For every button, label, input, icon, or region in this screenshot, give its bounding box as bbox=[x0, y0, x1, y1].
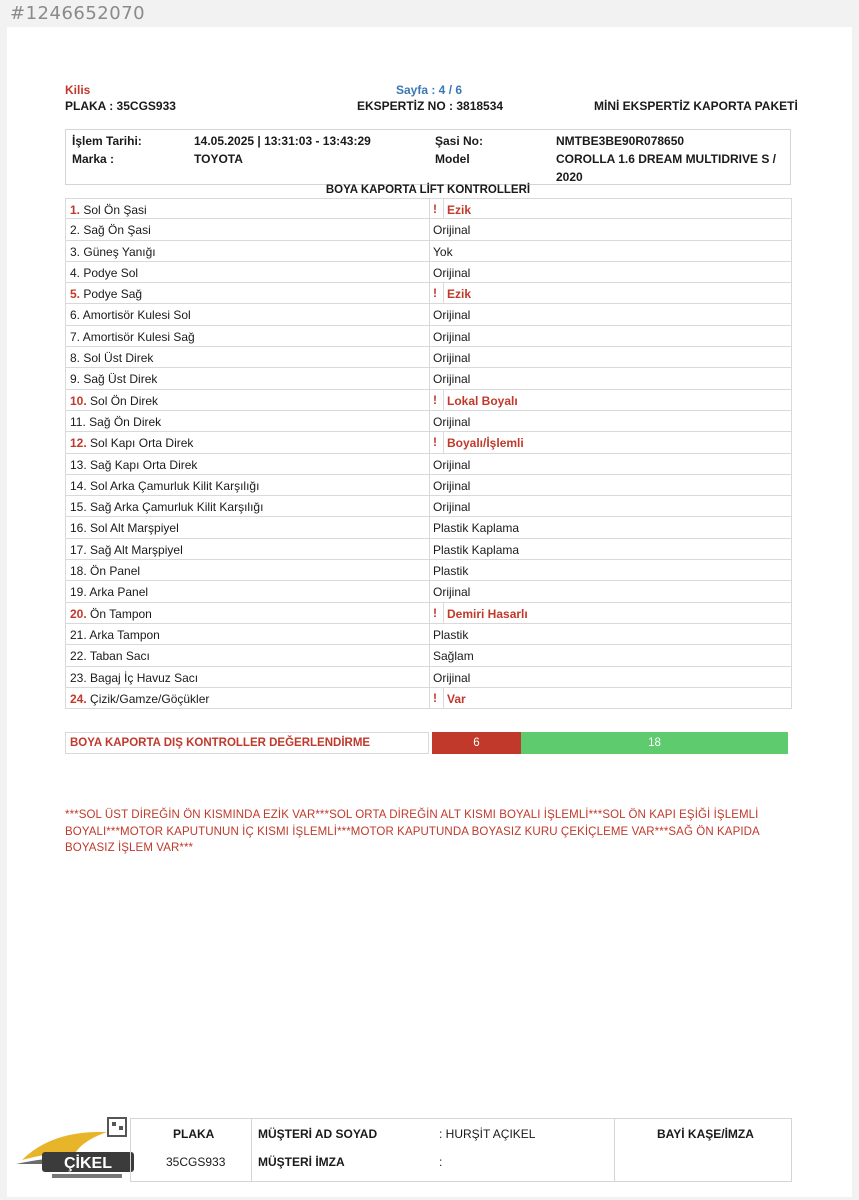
check-label bbox=[70, 607, 152, 621]
check-label bbox=[70, 521, 179, 535]
image-watermark: #1246652070 bbox=[10, 3, 146, 24]
check-number: 11. bbox=[70, 414, 86, 429]
check-value: Orijinal bbox=[433, 670, 471, 685]
check-value: Plastik Kaplama bbox=[433, 542, 520, 557]
check-label bbox=[70, 479, 259, 493]
check-value: Plastik bbox=[433, 627, 469, 642]
check-row bbox=[65, 347, 792, 368]
column-divider bbox=[429, 603, 430, 623]
check-number: 19. bbox=[70, 585, 87, 600]
check-value: Orijinal bbox=[433, 351, 471, 366]
dealer-stamp-label: BAYİ KAŞE/İMZA bbox=[657, 1127, 754, 1141]
check-number: 4. bbox=[70, 265, 81, 280]
column-divider bbox=[443, 283, 444, 303]
logo-text: ÇİKEL bbox=[64, 1155, 112, 1172]
check-name: Amortisör Kulesi Sol bbox=[82, 308, 191, 323]
check-label bbox=[70, 203, 147, 217]
column-divider bbox=[429, 411, 430, 431]
page-indicator: Sayfa : 4 / 6 bbox=[396, 83, 463, 97]
customer-name-value: : HURŞİT AÇIKEL bbox=[439, 1127, 536, 1141]
check-number: 21. bbox=[70, 627, 87, 642]
check-label bbox=[70, 436, 193, 450]
check-name: Arka Tampon bbox=[89, 627, 160, 642]
column-divider bbox=[429, 241, 430, 261]
evaluation-label: BOYA KAPORTA DIŞ KONTROLLER DEĞERLENDİRME bbox=[70, 737, 371, 749]
check-value: Orijinal bbox=[433, 265, 471, 280]
check-row bbox=[65, 411, 792, 432]
check-row bbox=[65, 454, 792, 475]
check-label bbox=[70, 394, 158, 408]
check-label bbox=[70, 671, 198, 685]
check-name: Ön Panel bbox=[90, 564, 141, 579]
check-label bbox=[70, 330, 195, 344]
check-value: Orijinal bbox=[433, 329, 471, 344]
check-row bbox=[65, 304, 792, 325]
check-row bbox=[65, 581, 792, 602]
check-name: Sağ Üst Direk bbox=[83, 372, 158, 387]
column-divider bbox=[429, 475, 430, 495]
model-year: 2020 bbox=[556, 170, 583, 184]
evaluation-bad-segment: 6 bbox=[432, 732, 521, 754]
check-label bbox=[70, 223, 151, 237]
check-label bbox=[70, 628, 160, 642]
check-name: Ön Tampon bbox=[90, 606, 152, 621]
check-value: Orijinal bbox=[433, 457, 471, 472]
evaluation-bar bbox=[432, 732, 788, 754]
check-number: 10. bbox=[70, 393, 87, 408]
check-name: Sağ Alt Marşpiyel bbox=[90, 542, 183, 557]
check-row bbox=[65, 517, 792, 538]
check-name: Podye Sağ bbox=[83, 287, 143, 302]
check-name: Sol Ön Şasi bbox=[83, 203, 147, 217]
check-row bbox=[65, 539, 792, 560]
check-name: Arka Panel bbox=[89, 585, 149, 600]
date-label: İşlem Tarihi: bbox=[72, 134, 142, 148]
column-divider bbox=[429, 454, 430, 474]
column-divider bbox=[443, 688, 444, 708]
check-number: 15. bbox=[70, 500, 87, 515]
check-name: Güneş Yanığı bbox=[83, 244, 156, 259]
check-label bbox=[70, 458, 197, 472]
inspection-notes: ***SOL ÜST DİREĞİN ÖN KISMINDA EZİK VAR***SOL ORTA DİREĞİN ALT KISMI BOYALI İŞLEMLİ***SOL ÖN KAPI EŞİĞİ İŞLEMLİ BOYALI***MOTOR KAPUTUNUN İÇ KISMI İŞLEMLİ***MOTOR KAPUTUNDA BOYASIZ KURU ÇEKİÇLEME VAR***SAĞ ÖN KAPIDA BOYASIZ İŞLEM VAR*** bbox=[65, 809, 760, 854]
check-number: 12. bbox=[70, 436, 87, 451]
checks-table bbox=[65, 198, 792, 709]
check-value: Plastik Kaplama bbox=[433, 521, 520, 536]
warning-icon: ! bbox=[433, 690, 437, 705]
warning-icon: ! bbox=[433, 202, 437, 216]
check-name: Sağ Arka Çamurluk Kilit Karşılığı bbox=[90, 500, 264, 515]
column-divider bbox=[443, 390, 444, 410]
chassis-value: NMTBE3BE90R078650 bbox=[556, 134, 685, 148]
check-row bbox=[65, 475, 792, 496]
section-title: BOYA KAPORTA LİFT KONTROLLERİ bbox=[325, 184, 531, 196]
column-divider bbox=[429, 667, 430, 687]
check-row bbox=[65, 496, 792, 517]
brand-label: Marka : bbox=[72, 152, 115, 166]
check-row bbox=[65, 283, 792, 304]
column-divider bbox=[429, 262, 430, 282]
check-number: 20. bbox=[70, 606, 87, 621]
check-value: Boyalı/İşlemli bbox=[447, 436, 524, 451]
brand-value: TOYOTA bbox=[194, 152, 243, 166]
column-divider bbox=[429, 432, 430, 452]
check-number: 5. bbox=[70, 287, 81, 302]
check-name: Sol Ön Direk bbox=[90, 393, 159, 408]
package-name: MİNİ EKSPERTİZ KAPORTA PAKETİ bbox=[594, 99, 798, 113]
warning-icon: ! bbox=[433, 392, 437, 407]
check-value: Plastik bbox=[433, 564, 469, 579]
check-name: Sol Alt Marşpiyel bbox=[90, 521, 179, 536]
check-row bbox=[65, 603, 792, 624]
check-name: Sol Kapı Orta Direk bbox=[90, 436, 194, 451]
check-label bbox=[70, 500, 263, 514]
check-row bbox=[65, 219, 792, 240]
column-divider bbox=[429, 219, 430, 239]
footer-plate-label: PLAKA bbox=[173, 1127, 215, 1141]
check-row bbox=[65, 432, 792, 453]
date-value: 14.05.2025 | 13:31:03 - 13:43:29 bbox=[194, 134, 371, 148]
check-value: Orijinal bbox=[433, 223, 471, 238]
check-number: 14. bbox=[70, 478, 87, 493]
check-value: Demiri Hasarlı bbox=[447, 606, 528, 621]
check-row bbox=[65, 368, 792, 389]
check-name: Sağ Kapı Orta Direk bbox=[90, 457, 198, 472]
column-divider bbox=[429, 581, 430, 601]
check-number: 13. bbox=[70, 457, 87, 472]
check-label bbox=[70, 543, 183, 557]
check-name: Çizik/Gamze/Göçükler bbox=[90, 691, 210, 706]
check-label bbox=[70, 308, 191, 322]
check-label bbox=[70, 692, 209, 706]
check-row bbox=[65, 390, 792, 411]
warning-icon: ! bbox=[433, 286, 437, 301]
check-name: Bagaj İç Havuz Sacı bbox=[90, 670, 199, 685]
check-value: Var bbox=[447, 691, 466, 706]
check-value: Orijinal bbox=[433, 414, 471, 429]
check-label bbox=[70, 649, 150, 663]
check-number: 8. bbox=[70, 351, 81, 366]
footer-divider bbox=[251, 1119, 252, 1181]
column-divider bbox=[429, 624, 430, 644]
plate-header: PLAKA : 35CGS933 bbox=[65, 99, 176, 113]
customer-name-label: MÜŞTERİ AD SOYAD bbox=[258, 1127, 378, 1141]
check-label bbox=[70, 564, 140, 578]
check-number: 18. bbox=[70, 564, 87, 579]
column-divider bbox=[429, 368, 430, 388]
evaluation-label-box bbox=[65, 732, 429, 754]
footer-plate-value: 35CGS933 bbox=[166, 1155, 226, 1169]
check-row bbox=[65, 326, 792, 347]
check-row bbox=[65, 198, 792, 219]
check-number: 17. bbox=[70, 542, 87, 557]
check-value: Sağlam bbox=[433, 649, 474, 664]
column-divider bbox=[429, 688, 430, 708]
check-name: Sol Arka Çamurluk Kilit Karşılığı bbox=[90, 478, 260, 493]
check-value: Orijinal bbox=[433, 585, 471, 600]
evaluation-good-segment: 18 bbox=[521, 732, 788, 754]
model-value: COROLLA 1.6 DREAM MULTIDRIVE S / bbox=[556, 152, 777, 166]
check-name: Sol Üst Direk bbox=[83, 351, 154, 366]
city-name: Kilis bbox=[65, 83, 91, 97]
customer-signature-value: : bbox=[439, 1155, 443, 1169]
check-number: 24. bbox=[70, 691, 87, 706]
check-value: Orijinal bbox=[433, 308, 471, 323]
company-logo bbox=[12, 1112, 138, 1188]
column-divider bbox=[429, 283, 430, 303]
check-value: Orijinal bbox=[433, 478, 471, 493]
column-divider bbox=[443, 199, 444, 218]
vehicle-info-box bbox=[65, 129, 791, 185]
check-label bbox=[70, 585, 148, 599]
check-name: Amortisör Kulesi Sağ bbox=[82, 329, 195, 344]
column-divider bbox=[429, 496, 430, 516]
footer-divider bbox=[614, 1119, 615, 1181]
chassis-label: Şasi No: bbox=[435, 134, 484, 148]
check-row bbox=[65, 241, 792, 262]
check-value: Orijinal bbox=[433, 500, 471, 515]
column-divider bbox=[429, 539, 430, 559]
column-divider bbox=[429, 199, 430, 218]
check-number: 6. bbox=[70, 308, 81, 323]
check-row bbox=[65, 262, 792, 283]
check-label bbox=[70, 245, 156, 259]
check-value: Ezik bbox=[447, 203, 472, 217]
check-label bbox=[70, 266, 138, 280]
model-label: Model bbox=[435, 152, 470, 166]
check-number: 2. bbox=[70, 223, 81, 238]
check-label bbox=[70, 372, 157, 386]
check-value: Orijinal bbox=[433, 372, 471, 387]
check-number: 9. bbox=[70, 372, 81, 387]
column-divider bbox=[429, 347, 430, 367]
check-name: Sağ Ön Direk bbox=[89, 414, 162, 429]
check-row bbox=[65, 624, 792, 645]
check-number: 22. bbox=[70, 649, 87, 664]
footer-box bbox=[130, 1118, 792, 1182]
check-value: Lokal Boyalı bbox=[447, 393, 518, 408]
check-number: 1. bbox=[70, 203, 81, 217]
column-divider bbox=[443, 603, 444, 623]
check-row bbox=[65, 688, 792, 709]
check-label bbox=[70, 415, 161, 429]
check-row bbox=[65, 560, 792, 581]
check-name: Podye Sol bbox=[83, 265, 139, 280]
column-divider bbox=[429, 517, 430, 537]
warning-icon: ! bbox=[433, 605, 437, 620]
check-number: 7. bbox=[70, 329, 81, 344]
check-name: Sağ Ön Şasi bbox=[83, 223, 151, 238]
column-divider bbox=[443, 432, 444, 452]
check-name: Taban Sacı bbox=[89, 649, 150, 664]
check-label bbox=[70, 287, 142, 301]
column-divider bbox=[429, 326, 430, 346]
warning-icon: ! bbox=[433, 435, 437, 450]
check-label bbox=[70, 351, 153, 365]
column-divider bbox=[429, 645, 430, 665]
check-number: 16. bbox=[70, 521, 87, 536]
column-divider bbox=[429, 390, 430, 410]
column-divider bbox=[429, 560, 430, 580]
check-value: Yok bbox=[433, 244, 453, 259]
expertise-number: EKSPERTİZ NO : 3818534 bbox=[357, 99, 504, 113]
check-number: 3. bbox=[70, 244, 81, 259]
customer-signature-label: MÜŞTERİ İMZA bbox=[258, 1155, 345, 1169]
column-divider bbox=[429, 304, 430, 324]
check-row bbox=[65, 667, 792, 688]
check-number: 23. bbox=[70, 670, 87, 685]
check-value: Ezik bbox=[447, 287, 472, 302]
check-row bbox=[65, 645, 792, 666]
